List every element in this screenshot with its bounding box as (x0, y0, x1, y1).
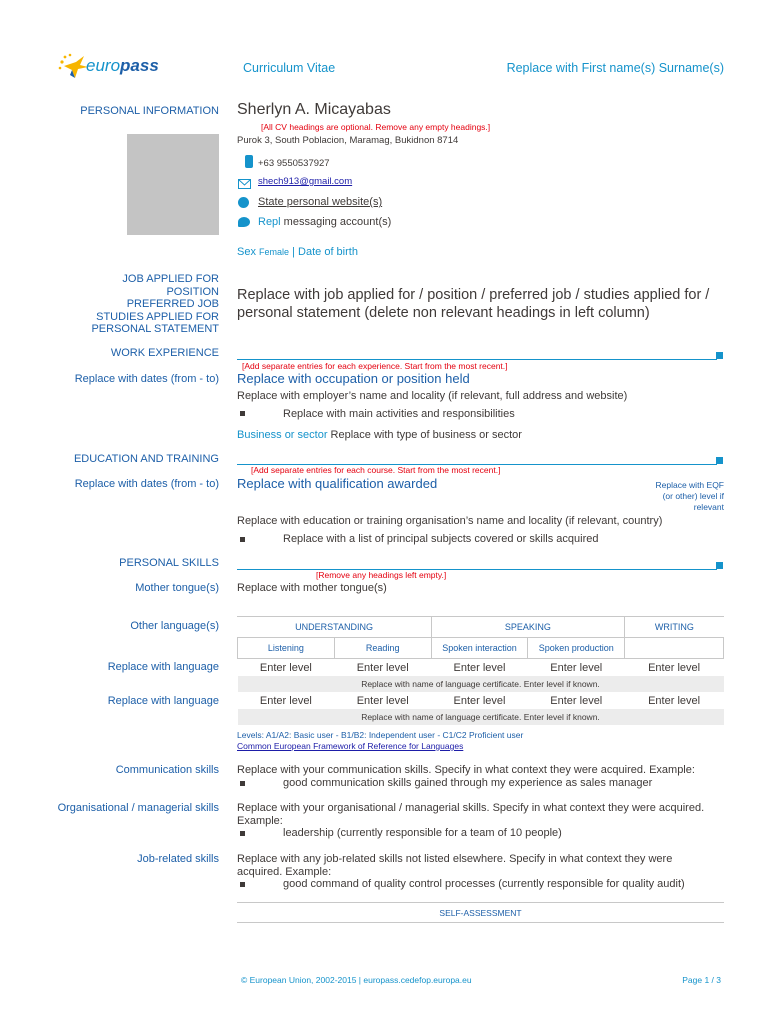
logo-text-pass: pass (120, 56, 159, 75)
website-icon (238, 197, 249, 208)
subheader-listening: Listening (238, 638, 335, 659)
education-organisation: Replace with education or training organisation’s name and locality (if relevant, country) (237, 515, 663, 527)
phone-icon (245, 155, 253, 168)
level-cell[interactable]: Enter level (356, 661, 409, 674)
header-name-placeholder: Replace with First name(s) Surname(s) (506, 61, 724, 75)
work-note: [Add separate entries for each experience. Start from the most recent.] (242, 361, 508, 371)
language-header-row (238, 617, 724, 638)
levels-legend: Levels: A1/A2: Basic user - B1/B2: Independent user - C1/C2 Proficient user (237, 730, 524, 740)
skills-divider-marker (716, 562, 723, 569)
work-divider-marker (716, 352, 723, 359)
skills-divider (237, 569, 717, 570)
organisational-skills-text: Replace with your organisational / managerial skills. Specify in what context they were acquired. Example: (237, 802, 705, 827)
header-understanding: UNDERSTANDING (238, 617, 432, 638)
education-divider-marker (716, 457, 723, 464)
job-related-skills-label: Job-related skills (137, 853, 219, 865)
business-row (237, 429, 522, 441)
skills-note: [Remove any headings left empty.] (316, 570, 447, 580)
self-assessment-label: SELF-ASSESSMENT (439, 908, 522, 918)
organisational-skills-label: Organisational / managerial skills (57, 802, 219, 814)
organisational-bullet-marker (240, 831, 245, 836)
level-cell[interactable]: Enter level (259, 694, 312, 707)
job-related-bullet: good command of quality control processes (currently responsible for quality audit) (283, 878, 685, 890)
business-label: Business or sector (237, 429, 328, 441)
education-note: [Add separate entries for each course. Start from the most recent.] (251, 465, 501, 475)
email-link[interactable]: shech913@gmail.com (258, 176, 353, 187)
level-cell[interactable]: Enter level (356, 694, 409, 707)
email-icon (238, 179, 251, 189)
level-cell[interactable]: Enter level (259, 661, 312, 674)
subheader-writing-empty (625, 638, 724, 659)
level-cell[interactable]: Enter level (453, 661, 506, 674)
language-certificate: Replace with name of language certificate. Enter level if known. (238, 709, 724, 725)
organisational-bullet: leadership (currently responsible for a team of 10 people) (283, 827, 562, 839)
work-dates: Replace with dates (from - to) (74, 373, 219, 385)
occupation: Replace with occupation or position held (237, 371, 470, 386)
education-dates: Replace with dates (from - to) (74, 478, 219, 490)
cefr-link[interactable]: Common European Framework of Reference for Languages (237, 741, 464, 751)
job-applied-text: Replace with job applied for / position / preferred job / studies applied for / personal statement (delete non relevant headings in left column) (237, 287, 710, 321)
messaging-account (258, 216, 391, 228)
language-subheader-row (238, 638, 724, 659)
language-2-certificate-row (238, 709, 724, 725)
logo-text-euro: euro (86, 56, 121, 75)
header-writing: WRITING (625, 617, 724, 638)
language-2-levels (238, 692, 724, 709)
job-related-bullet-marker (240, 882, 245, 887)
doc-title: Curriculum Vitae (243, 61, 336, 75)
full-name: Sherlyn A. Micayabas (237, 101, 391, 118)
separator: | (292, 246, 295, 258)
level-cell[interactable]: Enter level (453, 694, 506, 707)
communication-skills-label: Communication skills (115, 764, 219, 776)
work-experience-label: WORK EXPERIENCE (110, 347, 219, 359)
messaging-icon (238, 217, 250, 227)
language-table (237, 617, 724, 725)
self-assessment-bottom-rule (237, 922, 724, 923)
messaging-prefix: Repl (258, 216, 281, 228)
education-subjects: Replace with a list of principal subjects covered or skills acquired (283, 533, 599, 545)
cv-headings-note: [All CV headings are optional. Remove any empty headings.] (261, 122, 491, 132)
mother-tongue-label: Mother tongue(s) (135, 582, 219, 594)
language-1-label: Replace with language (107, 661, 219, 673)
sex-value: Female (259, 247, 290, 257)
communication-skills-text: Replace with your communication skills. Specify in what context they were acquired. Example: (237, 764, 695, 776)
europass-logo (56, 52, 160, 82)
personal-skills-label: PERSONAL SKILLS (119, 557, 219, 569)
education-bullet-marker (240, 537, 245, 542)
communication-bullet: good communication skills gained through my experience as sales manager (283, 777, 653, 789)
level-cell[interactable]: Enter level (648, 694, 701, 707)
business-value: Replace with type of business or sector (330, 429, 522, 441)
messaging-suffix: messaging account(s) (280, 216, 392, 228)
subheader-reading: Reading (334, 638, 431, 659)
footer-copyright: © European Union, 2002-2015 | europass.cedefop.europa.eu (241, 975, 472, 985)
sex-dob-row (237, 246, 358, 258)
work-bullet-marker (240, 411, 245, 416)
job-related-skills-text: Replace with any job-related skills not listed elsewhere. Specify in what context they were acquired. Example: (237, 853, 673, 878)
eqf-level: Replace with EQF (or other) level if relevant (655, 480, 724, 512)
communication-bullet-marker (240, 781, 245, 786)
employer: Replace with employer’s name and locality (if relevant, full address and website) (237, 390, 628, 402)
work-activities: Replace with main activities and responsibilities (283, 408, 515, 420)
sex-label: Sex (237, 246, 256, 258)
job-applied-label: JOB APPLIED FOR POSITION PREFERRED JOB STUDIES APPLIED FOR PERSONAL STATEMENT (91, 273, 219, 335)
language-1-levels (238, 659, 724, 677)
dob-label: Date of birth (298, 246, 358, 258)
subheader-spoken-interaction: Spoken interaction (431, 638, 528, 659)
level-cell[interactable]: Enter level (550, 661, 603, 674)
level-cell[interactable]: Enter level (550, 694, 603, 707)
qualification: Replace with qualification awarded (237, 476, 438, 491)
language-certificate: Replace with name of language certificate. Enter level if known. (238, 676, 724, 692)
profile-photo (127, 134, 219, 235)
phone-number: +63 9550537927 (258, 158, 330, 169)
other-languages-label: Other language(s) (130, 620, 219, 632)
address: Purok 3, South Poblacion, Maramag, Bukidnon 8714 (237, 135, 459, 146)
education-label: EDUCATION AND TRAINING (73, 453, 219, 465)
mother-tongue-value: Replace with mother tongue(s) (237, 582, 387, 594)
language-1-certificate-row (238, 676, 724, 692)
personal-information-label: PERSONAL INFORMATION (80, 105, 219, 117)
work-divider (237, 359, 717, 360)
self-assessment-top-rule (237, 902, 724, 903)
language-2-label: Replace with language (107, 695, 219, 707)
header-speaking: SPEAKING (431, 617, 625, 638)
subheader-spoken-production: Spoken production (528, 638, 625, 659)
level-cell[interactable]: Enter level (648, 661, 701, 674)
website-link[interactable]: State personal website(s) (258, 196, 383, 208)
footer-page-number: Page 1 / 3 (682, 975, 721, 985)
